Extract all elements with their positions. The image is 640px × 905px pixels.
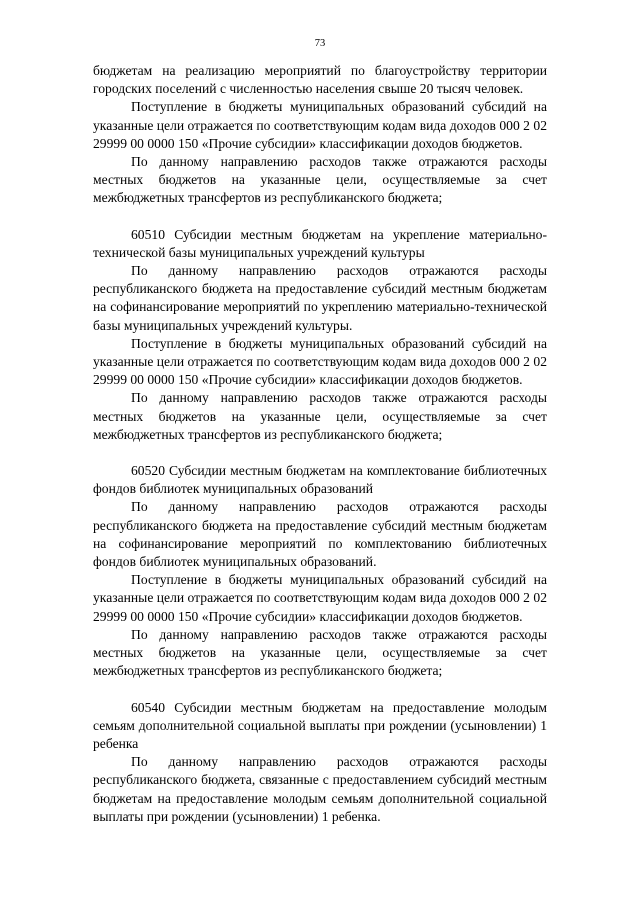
document-body <box>93 62 547 826</box>
paragraph: бюджетам на реализацию мероприятий по благоустройству территории городских поселений с численностью населения свыше 20 тысяч человек. <box>93 63 547 97</box>
section-heading-60510: 60510 Субсидии местным бюджетам на укрепление материально-технической базы муниципальных учреждений культуры <box>93 226 547 260</box>
paragraph: По данному направлению расходов отражаются расходы республиканского бюджета, связанные с предоставлением субсидий местным бюджетам на предоставление молодым семьям дополнительной социальной выплаты при рождении (усыновлении) 1 ребенка. <box>93 754 547 824</box>
page-number: 73 <box>314 38 326 49</box>
paragraph: По данному направлению расходов также отражаются расходы местных бюджетов на указанные цели, осуществляемые за счет межбюджетных трансфертов из республиканского бюджета; <box>93 390 547 442</box>
paragraph: Поступление в бюджеты муниципальных образований субсидий на указанные цели отражается по соответствующим кодам вида доходов 000 2 02 29999 00 0000 150 «Прочие субсидии» классификации доходов бюджетов. <box>93 99 547 151</box>
paragraph: Поступление в бюджеты муниципальных образований субсидий на указанные цели отражается по соответствующим кодам вида доходов 000 2 02 29999 00 0000 150 «Прочие субсидии» классификации доходов бюджетов. <box>93 335 547 388</box>
section-heading-60540: 60540 Субсидии местным бюджетам на предоставление молодым семьям дополнительной социальной выплаты при рождении (усыновлении) 1 ребенка <box>93 699 547 751</box>
paragraph: По данному направлению расходов отражаются расходы республиканского бюджета на предоставление субсидий местным бюджетам на софинансирование мероприятий по комплектованию библиотечных фондов библиотек муниципальных образований. <box>93 499 547 570</box>
paragraph: По данному направлению расходов также отражаются расходы местных бюджетов на указанные цели, осуществляемые за счет межбюджетных трансфертов из республиканского бюджета; <box>93 626 547 679</box>
section-heading-60520: 60520 Субсидии местным бюджетам на комплектование библиотечных фондов библиотек муниципальных образований <box>93 463 547 497</box>
paragraph: По данному направлению расходов также отражаются расходы местных бюджетов на указанные цели, осуществляемые за счет межбюджетных трансфертов из республиканского бюджета; <box>93 154 547 206</box>
paragraph: Поступление в бюджеты муниципальных образований субсидий на указанные цели отражается по соответствующим кодам вида доходов 000 2 02 29999 00 0000 150 «Прочие субсидии» классификации доходов бюджетов. <box>93 572 547 624</box>
paragraph: По данному направлению расходов отражаются расходы республиканского бюджета на предоставление субсидий местным бюджетам на софинансирование мероприятий по укреплению материально-технической базы муниципальных учреждений культуры. <box>93 263 547 333</box>
